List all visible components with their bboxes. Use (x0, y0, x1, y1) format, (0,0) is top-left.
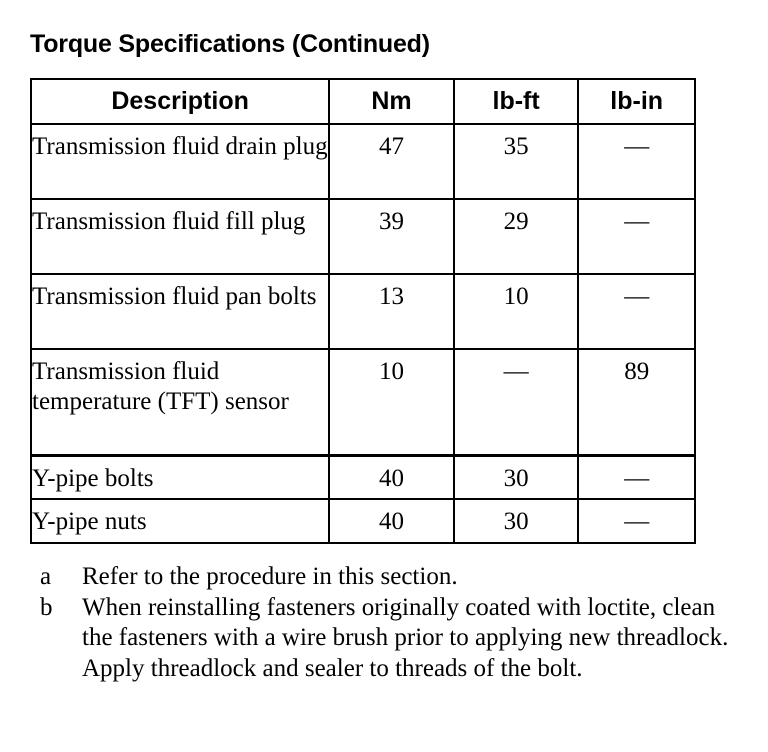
lbin-cell: — (578, 124, 695, 199)
footnote-text: When reinstalling fasteners originally coated with loctite, clean the fasteners with a wire brush prior to applying new threadlock. Apply threadlock and sealer to threads of the bolt. (82, 593, 729, 682)
torque-spec-table (30, 78, 696, 544)
lbft-cell: — (454, 349, 579, 455)
description-cell: Transmission fluid drain plug (31, 124, 329, 199)
description-cell: Y-pipe nuts (31, 499, 329, 543)
lbin-cell: — (578, 199, 695, 274)
table-row (31, 455, 695, 499)
page-title: Torque Specifications (Continued) (30, 30, 430, 58)
description-cell: Y-pipe bolts (31, 455, 329, 499)
table-row (31, 349, 695, 455)
footnotes (40, 562, 740, 684)
lbft-cell: 10 (454, 274, 579, 349)
nm-cell: 13 (329, 274, 454, 349)
nm-cell: 40 (329, 499, 454, 543)
table-row (31, 274, 695, 349)
lbin-cell: — (578, 499, 695, 543)
header-lb-ft: lb-ft (454, 79, 579, 124)
lbft-cell: 35 (454, 124, 579, 199)
lbft-cell: 30 (454, 499, 579, 543)
table-row (31, 124, 695, 199)
lbin-cell: 89 (578, 349, 695, 455)
table-row (31, 499, 695, 543)
lbin-cell: — (578, 455, 695, 499)
header-lb-in: lb-in (578, 79, 695, 124)
table-row (31, 199, 695, 274)
description-cell: Transmission fluid pan bolts (31, 274, 329, 349)
lbin-cell: — (578, 274, 695, 349)
description-cell: Transmission fluid fill plug (31, 199, 329, 274)
footnote-a (40, 562, 740, 593)
header-description: Description (31, 79, 329, 124)
footnote-text: Refer to the procedure in this section. (82, 563, 458, 590)
nm-cell: 39 (329, 199, 454, 274)
table-header-row (31, 79, 695, 124)
header-nm: Nm (329, 79, 454, 124)
lbft-cell: 29 (454, 199, 579, 274)
footnote-letter: b (40, 593, 53, 621)
footnote-letter: a (40, 563, 52, 590)
description-cell: Transmission fluid temperature (TFT) sensor (31, 349, 329, 455)
nm-cell: 47 (329, 124, 454, 199)
lbft-cell: 30 (454, 455, 579, 499)
nm-cell: 10 (329, 349, 454, 455)
footnote-b (40, 593, 740, 685)
nm-cell: 40 (329, 455, 454, 499)
